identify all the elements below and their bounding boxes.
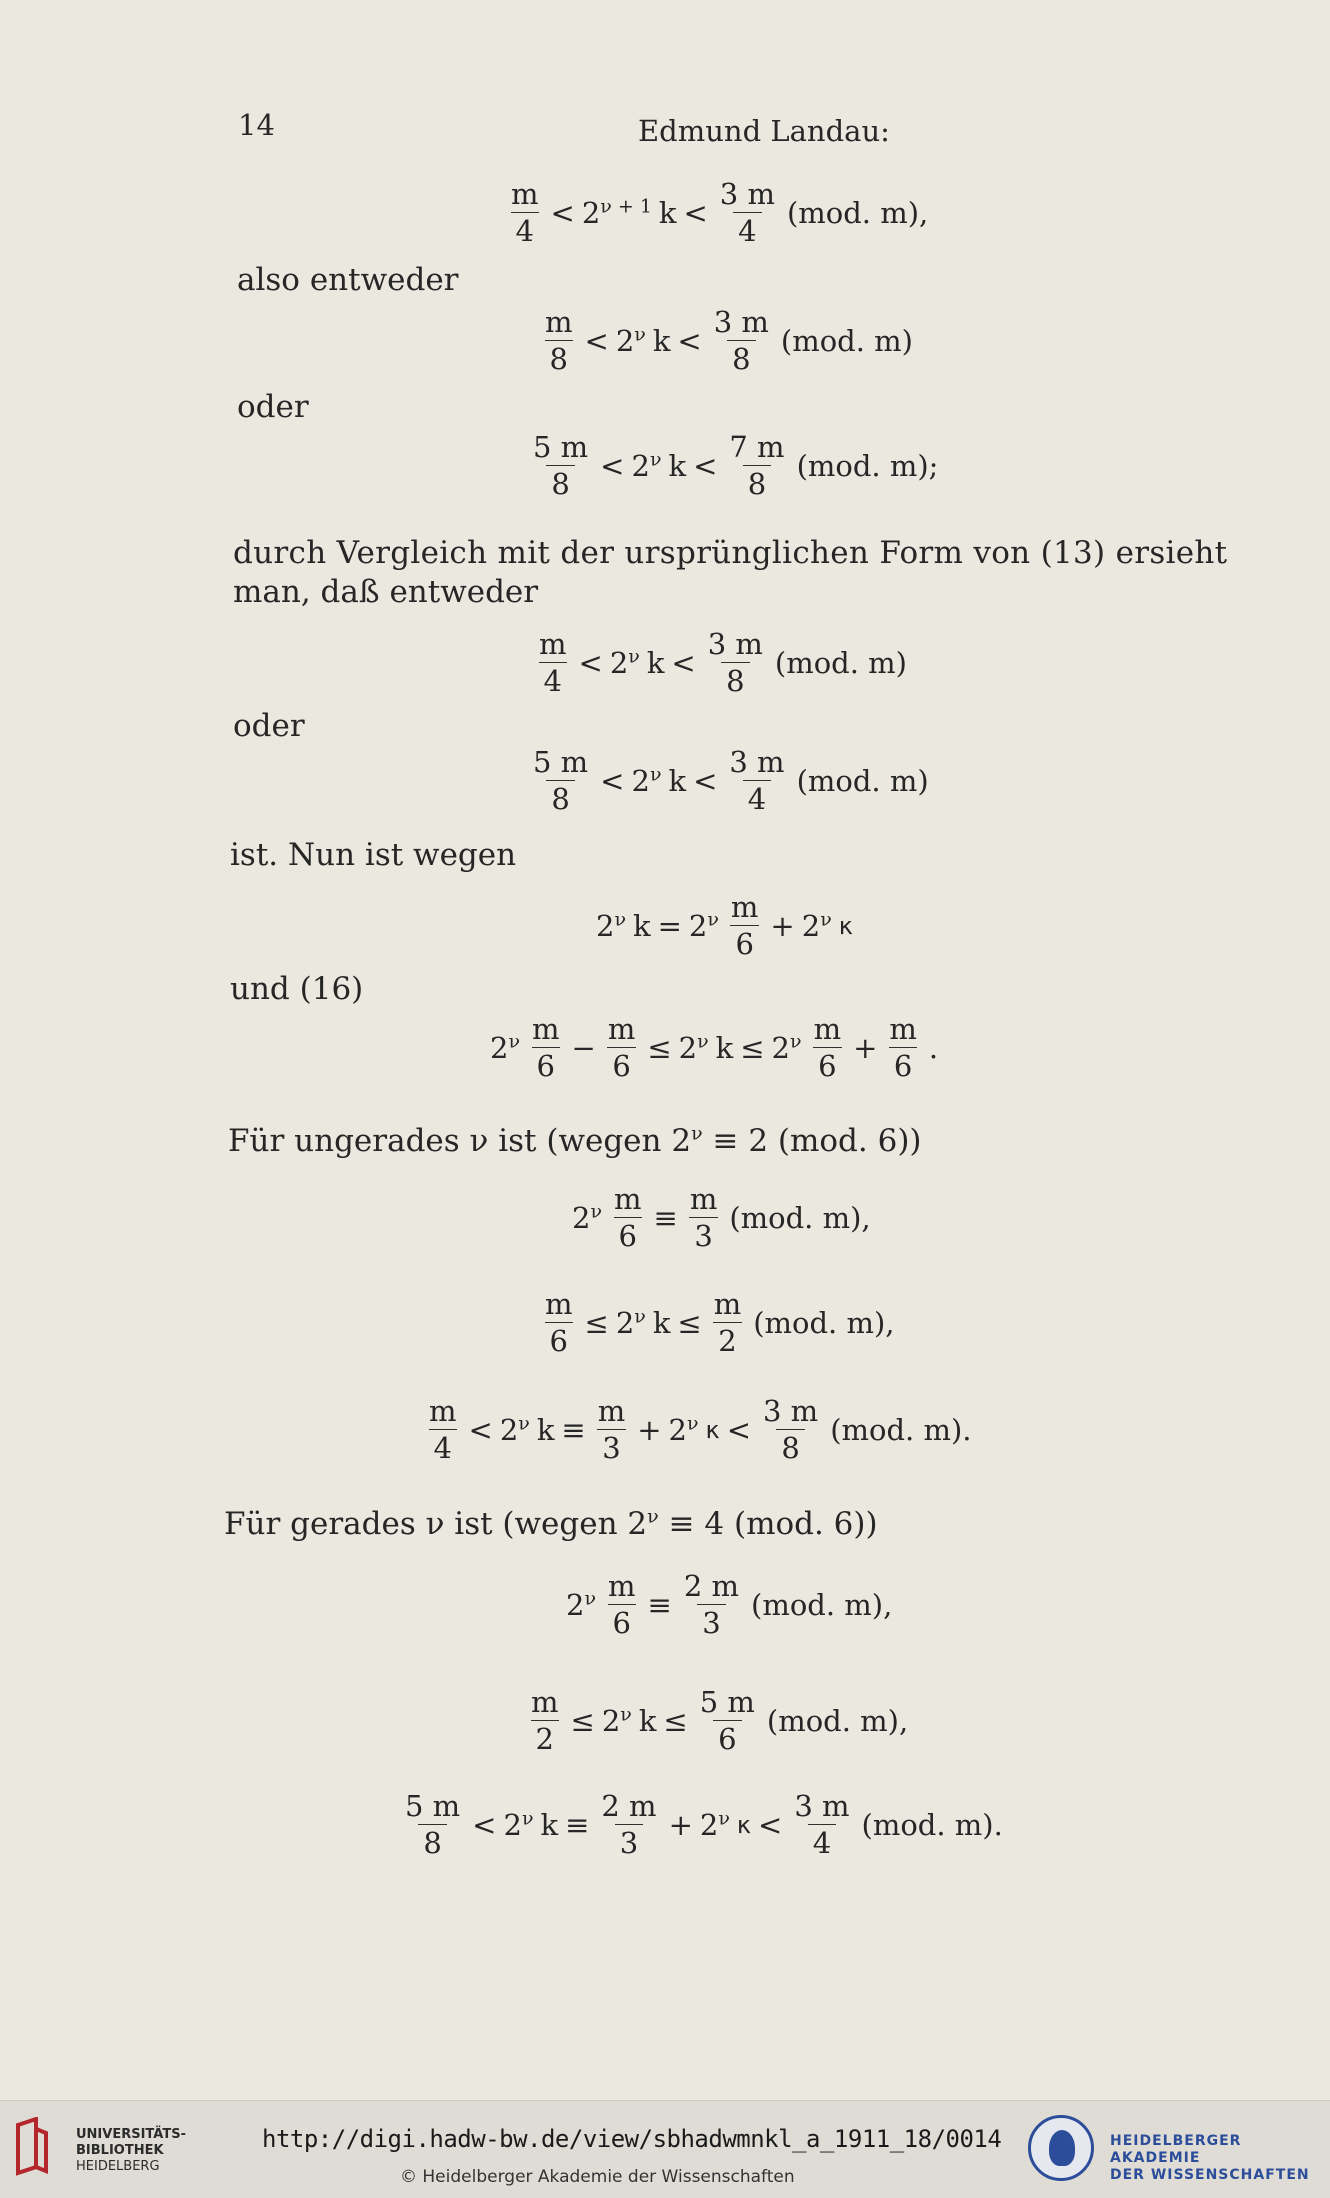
fraction: m 6 xyxy=(614,1182,642,1253)
text-oder-2: oder xyxy=(233,708,305,744)
equation-11: $2^\nu$ m 6 ≡ 2 m 3 (mod. m), xyxy=(566,1569,893,1640)
fraction: 3 m 8 xyxy=(713,305,769,376)
text-durch-line-2: man, daß entweder xyxy=(233,574,539,610)
equation-9: $\frac{m}{6}$ ≤ $2^\nu$ k ≤ $\frac{m}{2}$ (mod. m), xyxy=(540,1290,902,1356)
fraction: 2 m 3 xyxy=(683,1569,739,1640)
fraction: 5 m 8 xyxy=(405,1789,461,1860)
viewer-footer xyxy=(0,2100,1330,2198)
equation-12: $\frac{m}{2}$ ≤ $2^\nu$ k ≤ $\frac{5 m}{6}$ (mod. m), xyxy=(526,1688,915,1754)
fraction: 2 m 3 xyxy=(601,1789,657,1860)
fraction: m 4 xyxy=(429,1394,457,1465)
equation-7: $2^\nu$ m 6 − $\frac{m}{6}$ ≤ $2^\nu$ k ≤ $2^\nu$ m 6 + $\frac{m}{6}$ . xyxy=(490,1012,939,1083)
fraction: 3 m 4 xyxy=(719,177,775,248)
fraction: 3 m 8 xyxy=(763,1394,819,1465)
fraction: 5 m 8 xyxy=(533,745,589,816)
fraction: $\frac{5 m}{6}$ xyxy=(699,1685,755,1756)
copyright-notice: © Heidelberger Akademie der Wissenschaften xyxy=(400,2167,795,2187)
fraction: m 6 xyxy=(813,1012,842,1083)
fraction: $\frac{m}{6}$ xyxy=(889,1012,917,1083)
text-oder-1: oder xyxy=(237,389,309,425)
text-fuer-gerades: Für gerades ν ist (wegen $2^\nu \equiv 4$ (mod. 6)) xyxy=(224,1505,878,1542)
fraction: 3 m 8 xyxy=(707,627,763,698)
equation-6: $2^\nu$ k = $2^\nu$ m 6 + $2^\nu$ κ xyxy=(596,890,853,961)
fraction: m 3 xyxy=(689,1182,718,1253)
equation-1: m 4 < $2^{\nu + 1}$ k < 3 m 4 (mod. m), xyxy=(506,180,935,246)
fraction: m 6 xyxy=(532,1012,560,1083)
page-number: 14 xyxy=(238,108,275,142)
fraction: $\frac{m}{6}$ xyxy=(607,1012,636,1083)
text-durch-line-1: durch Vergleich mit der ursprünglichen Form von (13) ersieht xyxy=(233,535,1228,571)
fraction: 5 m 8 xyxy=(533,430,589,501)
equation-2: m 8 < $2^\nu$ k < 3 m 8 (mod. m) xyxy=(540,308,920,374)
fraction: m 6 xyxy=(608,1569,636,1640)
document-url[interactable]: http://digi.hadw-bw.de/view/sbhadwmnkl_a_1911_18/0014 xyxy=(262,2125,1002,2153)
fraction: 7 m 8 xyxy=(729,430,785,501)
academy-name: HEIDELBERGER AKADEMIE DER WISSENSCHAFTEN xyxy=(1110,2133,1310,2183)
equation-10: m 4 < $2^\nu$ k ≡ m 3 + $2^\nu$ κ < 3 m 8 (mod. m). xyxy=(424,1397,979,1463)
equation-4: m 4 < $2^\nu$ k < 3 m 8 (mod. m) xyxy=(534,630,914,696)
fraction: 3 m 4 xyxy=(729,745,785,816)
text-also-entweder: also entweder xyxy=(237,262,459,298)
equation-13: 5 m 8 < $2^\nu$ k ≡ 2 m 3 + $2^\nu$ κ < 3 m 4 (mod. m). xyxy=(400,1792,1010,1858)
power-term: $2^{\nu + 1}$ xyxy=(581,195,652,230)
fraction: m 3 xyxy=(597,1394,626,1465)
fraction: m 8 xyxy=(545,305,573,376)
equation-3: 5 m 8 < $2^\nu$ k < 7 m 8 (mod. m); xyxy=(528,433,945,499)
text-und-16: und (16) xyxy=(230,971,364,1007)
fraction: m 4 xyxy=(511,177,539,248)
university-library-logo-icon xyxy=(12,2117,52,2177)
equation-5: 5 m 8 < $2^\nu$ k < 3 m 4 (mod. m) xyxy=(528,748,936,814)
fraction: m 4 xyxy=(539,627,567,698)
academy-seal-icon xyxy=(1028,2115,1094,2181)
fraction: $\frac{m}{2}$ xyxy=(713,1287,742,1358)
text-nun-ist-wegen: ist. Nun ist wegen xyxy=(230,837,517,873)
equation-8: $2^\nu$ m 6 ≡ m 3 (mod. m), xyxy=(572,1182,871,1253)
university-library-name: UNIVERSITÄTS- BIBLIOTHEK HEIDELBERG xyxy=(76,2127,186,2174)
fraction: 3 m 4 xyxy=(794,1789,850,1860)
running-title: Edmund Landau: xyxy=(638,114,890,148)
fraction: $\frac{m}{2}$ xyxy=(531,1685,559,1756)
fraction: m 6 xyxy=(730,890,759,961)
fraction: $\frac{m}{6}$ xyxy=(545,1287,573,1358)
text-fuer-ungerades: Für ungerades ν ist (wegen $2^\nu \equiv 2$ (mod. 6)) xyxy=(228,1122,922,1159)
